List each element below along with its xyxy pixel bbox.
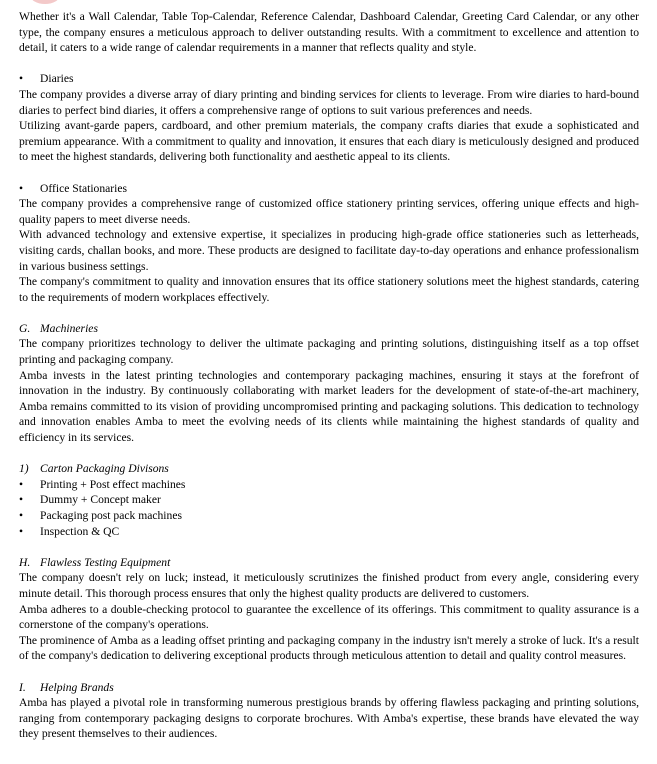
office-paragraph-3: The company's commitment to quality and innovation ensures that its office stationery solutions meet the highest standards, catering to the requirements of modern workplaces effectively.: [19, 275, 639, 304]
testing-paragraph-3: The prominence of Amba as a leading offset printing and packaging company in the industry isn't merely a stroke of luck. It's a result of the company's dedication to delivering exceptional products through meticulous attention to detail and quality control measures.: [19, 633, 639, 663]
carton-heading: [19, 461, 639, 477]
diaries-paragraph-1: The company provides a diverse array of diary printing and binding services for clients to leverage. From wire diaries to hard-bound diaries to perfect bind diaries, it offers a comprehensive range of options to suit various preferences and needs.: [19, 87, 639, 117]
brands-paragraph-1: Amba has played a pivotal role in transforming numerous prestigious brands by offering flawless packaging and printing solutions, ranging from contemporary packaging designs to corporate brochures. With Amba's expertise, these brands have elevated the way they present themselves to their audiences.: [19, 696, 639, 741]
office-paragraph-2: With advanced technology and extensive expertise, it specializes in producing high-grade office stationeries such as letterheads, visiting cards, challan books, and more. These products are designed to facilitate day-to-day operations and enhance professionalism in various business settings.: [19, 228, 639, 273]
testing-heading-number: H.: [19, 555, 31, 569]
page-corner-mark: [30, 0, 60, 4]
carton-heading-title: Carton Packaging Divisons: [40, 462, 169, 476]
document-page: [19, 9, 639, 742]
brands-heading-number: I.: [19, 680, 26, 694]
testing-paragraph-2: Amba adheres to a double-checking protocol to guarantee the excellence of its offerings. This commitment to quality assurance is a cornerstone of the company's operations.: [19, 602, 639, 632]
intro-paragraph: Whether it's a Wall Calendar, Table Top-Calendar, Reference Calendar, Dashboard Calendar, Greeting Card Calendar, or any other type, the company ensures a meticulous approach to deliver outstanding results. With a commitment to excellence and attention to detail, it caters to a wide range of calendar requirements in a manner that reflects quality and style.: [19, 10, 639, 55]
machineries-paragraph-1: The company prioritizes technology to deliver the ultimate packaging and printing solutions, distinguishing itself as a top offset printing and packaging company.: [19, 337, 639, 367]
testing-heading-title: Flawless Testing Equipment: [40, 555, 171, 569]
diaries-bullet-heading: • Diaries: [19, 71, 639, 87]
brands-heading-title: Helping Brands: [40, 680, 114, 694]
office-bullet-heading: • Office Stationaries: [19, 181, 639, 197]
machineries-heading-title: Machineries: [40, 321, 98, 335]
machineries-heading: [19, 321, 639, 337]
machineries-heading-number: G.: [19, 321, 31, 335]
testing-paragraph-1: The company doesn't rely on luck; instead, it meticulously scrutinizes the finished product from every angle, considering every minute detail. This thorough process ensures that only the highest quality products are delivered to customers.: [19, 571, 639, 600]
machineries-paragraph-2: Amba invests in the latest printing technologies and contemporary packaging machines, ensuring it stays at the forefront of innovation in the industry. By continuously collaborating with market leaders for the development of state-of-the-art machinery, Amba remains committed to its vision of providing uncompromised printing and packaging solutions. This dedication to technology and innovation enables Amba to meet the evolving needs of its clients while maintaining the highest standards of quality and efficiency in its services.: [19, 368, 639, 445]
diaries-paragraph-2: Utilizing avant-garde papers, cardboard, and other premium materials, the company crafts diaries that exude a sophisticated and premium appearance. With a commitment to quality and innovation, it ensures that each diary is meticulously designed and produced to meet the highest standards, delivering both functionality and aesthetic appeal to its clients.: [19, 119, 639, 164]
list-item: • Printing + Post effect machines: [19, 477, 639, 493]
list-item: • Inspection & QC: [19, 524, 639, 540]
list-item: • Dummy + Concept maker: [19, 492, 639, 508]
testing-heading: [19, 555, 639, 571]
carton-heading-number: 1): [19, 462, 29, 476]
brands-heading: [19, 680, 639, 696]
office-paragraph-1: The company provides a comprehensive range of customized office stationery printing services, offering unique effects and high-quality papers to meet diverse needs.: [19, 197, 639, 226]
list-item: • Packaging post pack machines: [19, 508, 639, 524]
